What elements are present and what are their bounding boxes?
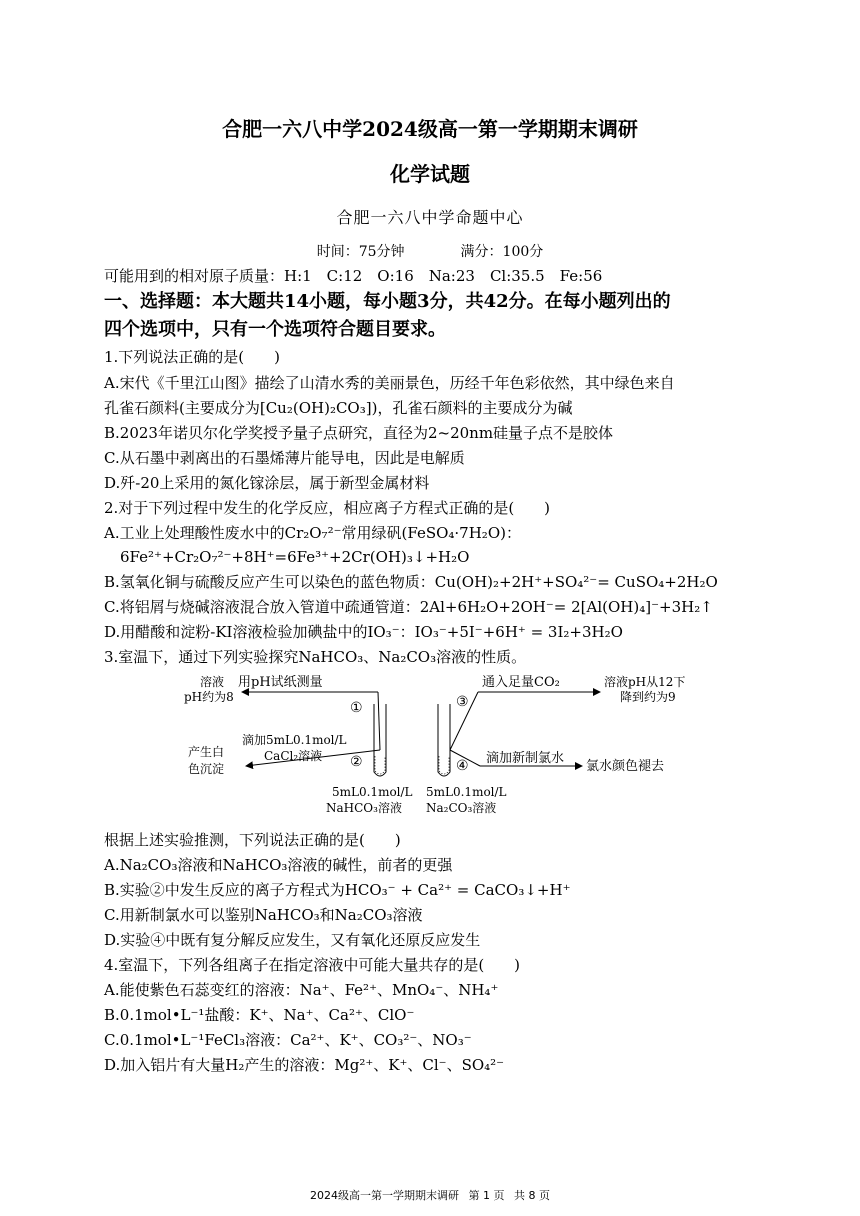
experiment-diagram [180,670,710,820]
left-tube-liquid [375,756,385,774]
q1-option-c: C.从石墨中剥离出的石墨烯薄片能导电，因此是电解质 [104,449,465,467]
branch-1 [378,692,380,750]
q1-option-b: B.2023年诺贝尔化学奖授予量子点研究，直径为2~20nm硅量子点不是胶体 [104,424,614,442]
footer-total-pages: 共 8 页 [514,1189,550,1202]
exam-score: 满分：100分 [460,244,544,260]
exam-time: 时间：75分钟 [316,244,405,260]
atomic-mass-note: 可能用到的相对原子质量：H:1 C:12 O:16 Na:23 Cl:35.5 Fe:56 [104,267,603,285]
l2-action-line1: 滴加5mL0.1mol/L [242,733,347,747]
num-2: ② [350,754,363,770]
r3-result-line1: 溶液pH从12下 [604,675,686,689]
q2-option-d: D.用醋酸和淀粉-KI溶液检验加碘盐中的IO₃⁻：IO₃⁻+5I⁻+6H⁺ = 3I₂+3H₂O [104,623,623,641]
exam-title: 合肥一六八中学2024级高一第一学期期末调研 [222,117,638,141]
q1-option-a-line1: A.宋代《千里江山图》描绘了山清水秀的美丽景色，历经千年色彩依然，其中绿色来自 [104,374,675,392]
l1-result-line1: 溶液 [200,675,225,689]
q2-option-c: C.将铝屑与烧碱溶液混合放入管道中疏通管道：2Al+6H₂O+2OH⁻= 2[Al(OH)₄]⁻+3H₂↑ [104,598,713,616]
l2-result-line2: 色沉淀 [188,762,225,776]
q2-stem: 2.对于下列过程中发生的化学反应，相应离子方程式正确的是( ) [104,499,551,517]
q2-option-a-line2: 6Fe²⁺+Cr₂O₇²⁻+8H⁺=6Fe³⁺+2Cr(OH)₃↓+H₂O [120,548,470,566]
num-4: ④ [456,758,469,774]
num-3: ③ [456,694,469,710]
r4-action: 滴加新制氯水 [486,751,565,766]
q4-option-b: B.0.1mol•L⁻¹盐酸：K⁺、Na⁺、Ca²⁺、ClO⁻ [104,1006,415,1024]
page-footer [0,1187,860,1203]
q1-option-a-line2: 孔雀石颜料(主要成分为[Cu₂(OH)₂CO₃])，孔雀石颜料的主要成分为碱 [104,399,573,417]
q4-stem: 4.室温下，下列各组离子在指定溶液中可能大量共存的是( ) [104,956,521,974]
q4-option-c: C.0.1mol•L⁻¹FeCl₃溶液：Ca²⁺、K⁺、CO₃²⁻、NO₃⁻ [104,1031,472,1049]
l1-action: 用pH试纸测量 [238,675,323,690]
q3-option-d: D.实验④中既有复分解反应发生，又有氧化还原反应发生 [104,931,481,949]
r4-result: 氯水颜色褪去 [586,759,665,774]
r3-action: 通入足量CO₂ [482,675,560,690]
q3-option-a: A.Na₂CO₃溶液和NaHCO₃溶液的碱性，前者的更强 [104,856,453,874]
l2-result-line1: 产生白 [188,745,225,759]
q3-stem2: 根据上述实验推测，下列说法正确的是( ) [104,831,401,849]
q3-option-b: B.实验②中发生反应的离子方程式为HCO₃⁻ + Ca²⁺ = CaCO₃↓+H⁺ [104,881,571,899]
r3-result-line2: 降到约为9 [620,690,676,704]
q1-option-d: D.歼-20上采用的氮化镓涂层，属于新型金属材料 [104,474,430,492]
exam-meta [0,241,860,261]
footer-exam: 2024级高一第一学期期末调研 [310,1189,459,1202]
right-test-tube [438,704,450,776]
section-heading-line2: 四个选项中，只有一个选项符合题目要求。 [104,319,446,340]
l1-result-line2: pH约为8 [184,690,234,704]
right-tube-label-line1: 5mL0.1mol/L [426,785,507,799]
q2-option-a-line1: A.工业上处理酸性废水中的Cr₂O₇²⁻常用绿矾(FeSO₄·7H₂O)： [104,524,521,542]
right-tube-liquid [439,756,449,774]
left-tube-label-line1: 5mL0.1mol/L [332,785,413,799]
q3-option-c: C.用新制氯水可以鉴别NaHCO₃和Na₂CO₃溶液 [104,906,423,924]
publisher: 合肥一六八中学命题中心 [336,208,524,227]
right-tube-label-line2: Na₂CO₃溶液 [426,801,497,815]
left-tube-label-line2: NaHCO₃溶液 [326,801,402,815]
footer-page-number: 第 1 页 [468,1189,505,1202]
l2-action-line2: CaCl₂溶液 [264,749,323,763]
q4-option-d: D.加入铝片有大量H₂产生的溶液：Mg²⁺、K⁺、Cl⁻、SO₄²⁻ [104,1056,505,1074]
q2-option-b: B.氢氧化铜与硫酸反应产生可以染色的蓝色物质：Cu(OH)₂+2H⁺+SO₄²⁻= CuSO₄+2H₂O [104,573,718,591]
q4-option-a: A.能使紫色石蕊变红的溶液：Na⁺、Fe²⁺、MnO₄⁻、NH₄⁺ [104,981,499,999]
subject-title: 化学试题 [390,162,470,186]
q1-stem: 1.下列说法正确的是( ) [104,348,281,366]
section-heading-line1: 一、选择题：本大题共14小题，每小题3分，共42分。在每小题列出的 [104,291,671,312]
num-1: ① [350,700,363,716]
q3-stem: 3.室温下，通过下列实验探究NaHCO₃、Na₂CO₃溶液的性质。 [104,648,527,666]
